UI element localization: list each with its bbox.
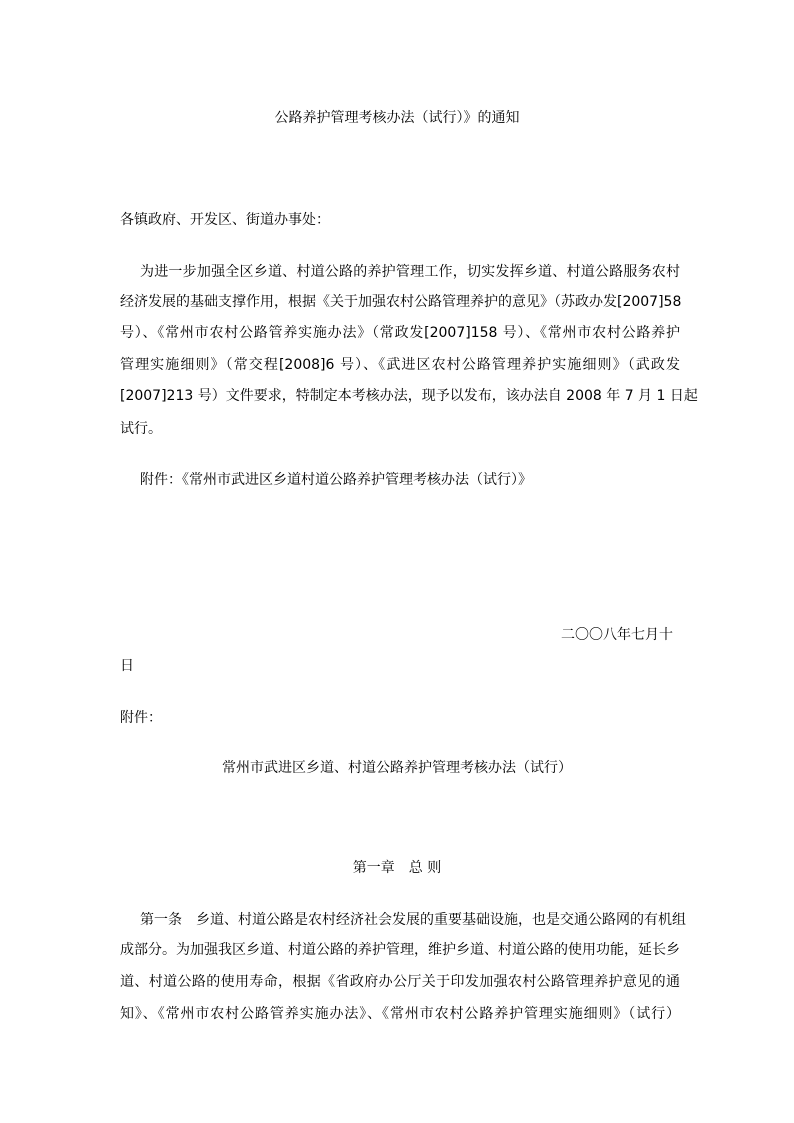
attachment-note: 附件：《常州市武进区乡道村道公路养护管理考核办法（试行）》: [140, 472, 532, 488]
article-line: 成部分。为加强我区乡道、村道公路的养护管理，维护乡道、村道公路的使用功能，延长乡: [120, 942, 680, 958]
article-line: 道、村道公路的使用寿命，根据《省政府办公厅关于印发加强农村公路管理养护意见的通: [120, 974, 680, 990]
paragraph-line: 经济发展的基础支撑作用，根据《关于加强农村公路管理养护的意见》（苏政办发[2007]58: [120, 294, 682, 310]
article-line: 知》、《常州市农村公路管养实施办法》、《常州市农村公路养护管理实施细则》（试行）: [120, 1006, 680, 1022]
paragraph-line: 为进一步加强全区乡道、村道公路的养护管理工作，切实发挥乡道、村道公路服务农村: [140, 264, 680, 280]
article-line: 第一条 乡道、村道公路是农村经济社会发展的重要基础设施，也是交通公路网的有机组: [140, 912, 686, 928]
document-title: 公路养护管理考核办法（试行）》的通知: [274, 110, 520, 126]
date-line: 日: [120, 658, 134, 674]
paragraph-line: 管理实施细则》（常交程[2008]6 号）、《武进区农村公路管理养护实施细则》（武政发: [120, 357, 680, 373]
chapter-heading: 第一章 总 则: [352, 860, 442, 876]
attachment-title: 常州市武进区乡道、村道公路养护管理考核办法（试行）: [222, 760, 572, 776]
attachment-label: 附件：: [120, 710, 162, 726]
recipients-line: 各镇政府、开发区、街道办事处：: [120, 212, 330, 228]
paragraph-line: 试行。: [120, 421, 162, 437]
date-line: 二〇〇八年七月十: [561, 627, 673, 643]
paragraph-line: [2007]213 号）文件要求，特制定本考核办法，现予以发布，该办法自 2008 年 7 月 1 日起: [120, 388, 698, 404]
paragraph-line: 号）、《常州市农村公路管养实施办法》（常政发[2007]158 号）、《常州市农村公路养护: [120, 325, 680, 341]
